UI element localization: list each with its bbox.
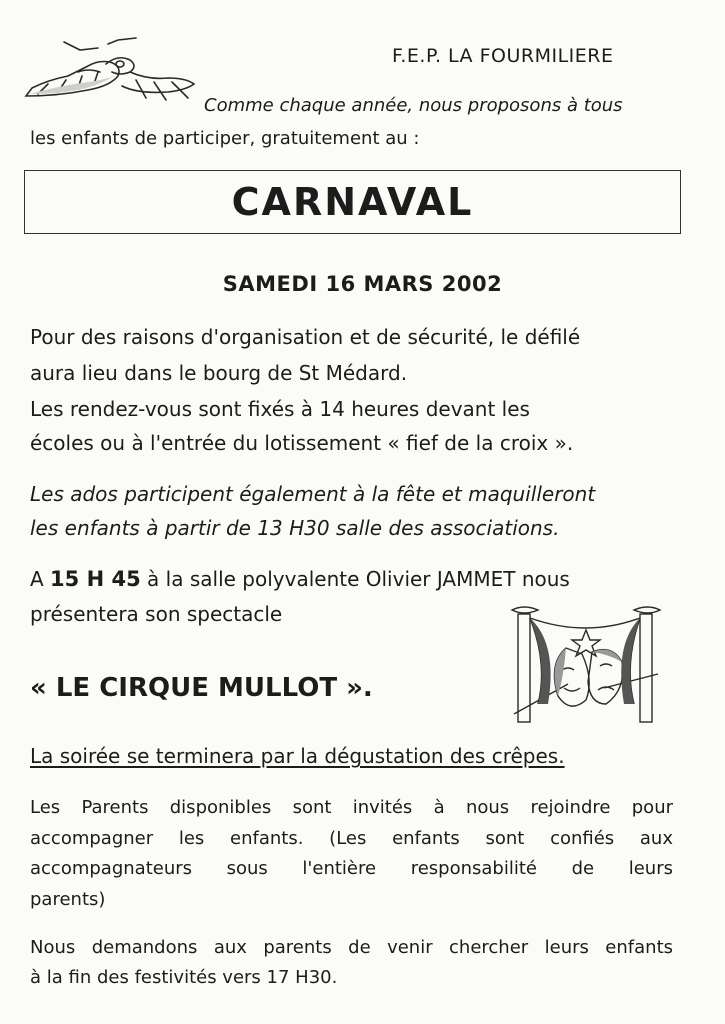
- organization-name: F.E.P. LA FOURMILIERE: [392, 45, 614, 67]
- teens-line-2: les enfants à partir de 13 H30 salle des associations.: [30, 516, 560, 540]
- parents-line-3: accompagnateurs sous l'entière responsabilité de leurs: [30, 858, 673, 879]
- show-title: « LE CIRQUE MULLOT ».: [30, 673, 373, 703]
- ant-illustration: [18, 36, 208, 104]
- parents-line-2: accompagner les enfants. (Les enfants sont confiés aux: [30, 828, 673, 849]
- title-box: [24, 170, 681, 234]
- details-line-3: Les rendez-vous sont fixés à 14 heures devant les: [30, 397, 530, 421]
- pickup-line-1: Nous demandons aux parents de venir chercher leurs enfants: [30, 937, 673, 958]
- intro-line-2: les enfants de participer, gratuitement au :: [30, 128, 420, 149]
- parents-line-1: Les Parents disponibles sont invités à nous rejoindre pour: [30, 797, 673, 818]
- event-title: CARNAVAL: [231, 180, 474, 224]
- show-rest: à la salle polyvalente Olivier JAMMET nous: [140, 567, 570, 591]
- parents-line-4: parents): [30, 889, 106, 910]
- event-date: SAMEDI 16 MARS 2002: [222, 272, 503, 296]
- show-prefix: A: [30, 567, 51, 591]
- pickup-line-2: à la fin des festivités vers 17 H30.: [30, 967, 338, 988]
- details-line-1: Pour des raisons d'organisation et de sécurité, le défilé: [30, 325, 581, 349]
- intro-line-1: Comme chaque année, nous proposons à tous: [204, 95, 623, 116]
- show-time: 15 H 45: [50, 567, 141, 591]
- teens-line-1: Les ados participent également à la fête et maquilleront: [30, 482, 596, 506]
- details-line-4: écoles ou à l'entrée du lotissement « fief de la croix ».: [30, 431, 574, 455]
- details-line-2: aura lieu dans le bourg de St Médard.: [30, 361, 408, 385]
- theatre-masks-illustration: [508, 604, 664, 728]
- show-line-1: [30, 567, 570, 591]
- closing-line: La soirée se terminera par la dégustation des crêpes.: [30, 744, 565, 768]
- show-line-2: présentera son spectacle: [30, 602, 283, 626]
